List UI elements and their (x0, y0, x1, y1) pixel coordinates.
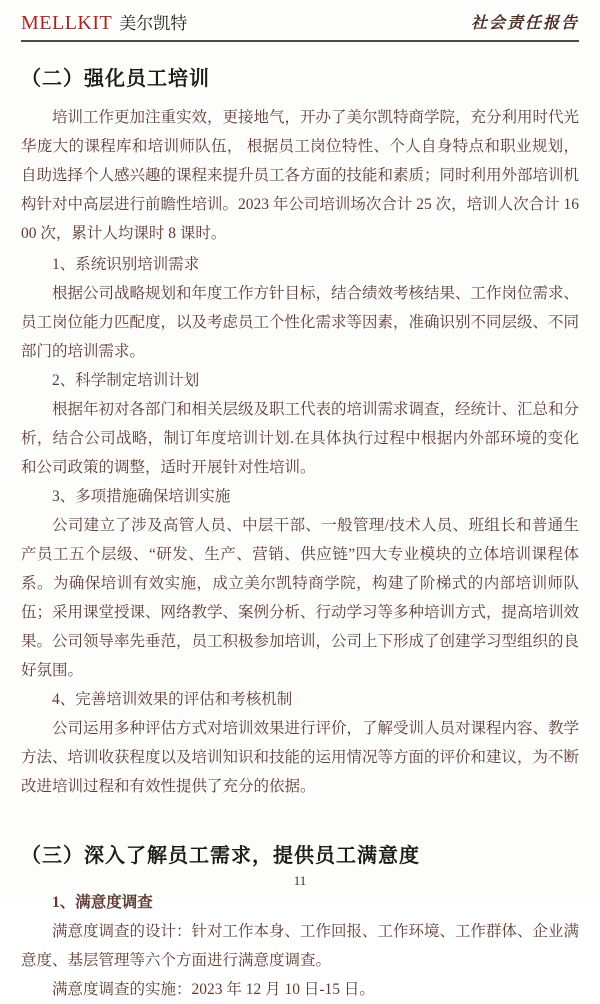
subheading-identify-needs: 1、系统识别培训需求 (52, 256, 200, 273)
paragraph-survey-design: 满意度调查的设计：针对工作本身、工作回报、工作环境、工作群体、企业满意度、基层管理等六个方面进行满意度调查。 (21, 923, 580, 969)
section-heading-employee-training: （二）强化员工培训 (21, 68, 210, 90)
paragraph-training-evaluation: 公司运用多种评估方式对培训效果进行评价，了解受训人员对课程内容、教学方法、培训收获程度以及培训知识和技能的运用情况等方面的评价和建议，为不断改进培训过程和有效性提供了充分的依据。 (21, 720, 580, 795)
section-heading-employee-satisfaction: （三）深入了解员工需求，提供员工满意度 (21, 845, 420, 867)
subheading-training-plan: 2、科学制定培训计划 (52, 372, 200, 389)
paragraph-training-implementation: 公司建立了涉及高管人员、中层干部、一般管理/技术人员、班组长和普通生产员工五个层级、“研发、生产、营销、供应链”四大专业模块的立体培训课程体系。为确保培训有效实施，成立美尔凯特商学院，构建了阶梯式的内部培训师队伍；采用课堂授课、网络教学、案例分析、行动学习等多种培训方式，提高培训效果。公司领导率先垂范，员工积极参加培训，公司上下形成了创建学习型组织的良好氛围。 (21, 517, 580, 679)
page-header (21, 0, 579, 42)
brand-logo-cjk: 美尔凯特 (119, 14, 188, 33)
subheading-satisfaction-survey: 1、满意度调查 (52, 894, 153, 911)
brand (21, 9, 187, 35)
page-body (21, 62, 579, 1004)
paragraph-survey-schedule: 满意度调查的实施：2023 年 12 月 10 日-15 日。 (52, 981, 375, 998)
paragraph-training-overview: 培训工作更加注重实效，更接地气，开办了美尔凯特商学院，充分利用时代光华庞大的课程库和培训师队伍， 根据员工岗位特性、个人自身特点和职业规划，自助选择个人感兴趣的课程来提升员工各方面的技能和素质；同时利用外部培训机构针对中高层进行前瞻性培训。2023 年公司培训场次合计 25 次，培训人次合计 1600 次，累计人均课时 8 课时。 (21, 109, 580, 242)
paragraph-identify-needs: 根据公司战略规划和年度工作方针目标，结合绩效考核结果、工作岗位需求、员工岗位能力匹配度，以及考虑员工个性化需求等因素，准确识别不同层级、不同部门的培训需求。 (21, 285, 580, 360)
brand-logo-latin: MELLKIT (21, 12, 113, 34)
subheading-training-implementation: 3、多项措施确保培训实施 (52, 488, 231, 505)
paragraph-training-plan: 根据年初对各部门和相关层级及职工代表的培训需求调查，经统计、汇总和分析，结合公司战略，制订年度培训计划.在具体执行过程中根据内外部环境的变化和公司政策的调整，适时开展针对性培训。 (21, 401, 580, 476)
page-number: 11 (293, 873, 307, 888)
page-footer (0, 872, 600, 890)
report-title: 社会责任报告 (470, 15, 579, 32)
subheading-training-evaluation: 4、完善培训效果的评估和考核机制 (52, 691, 293, 708)
